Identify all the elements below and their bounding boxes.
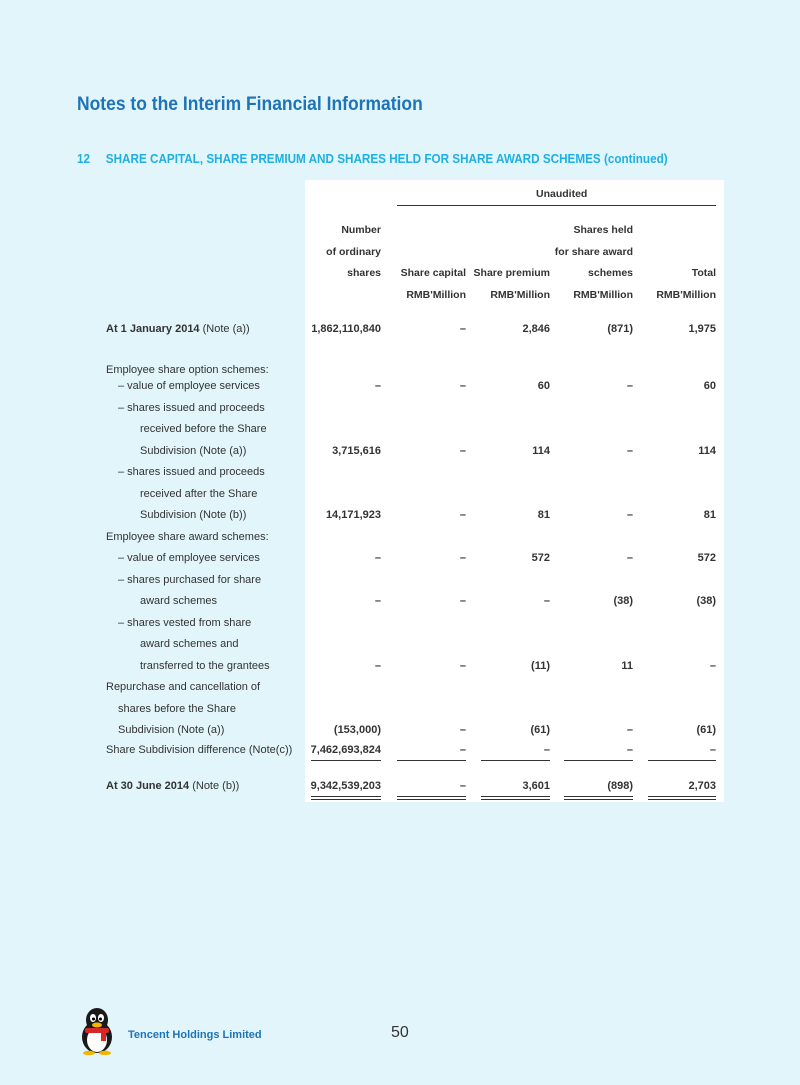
subtotal-rule <box>648 760 716 761</box>
row-label <box>118 551 260 565</box>
row-label <box>118 465 265 479</box>
row-label-text: – shares purchased for share <box>118 574 262 586</box>
row-label-text: transferred to the grantees <box>140 660 270 672</box>
col-header-shares-held: for share award <box>554 246 633 258</box>
col-header-number-of-shares: of ordinary <box>326 246 381 258</box>
table-cell: – <box>626 445 633 457</box>
table-cell: 1,862,110,840 <box>311 323 381 335</box>
row-label <box>118 379 260 393</box>
row-label-text: Share Subdivision difference (Note(c)) <box>106 744 293 756</box>
table-cell: (11) <box>531 660 550 672</box>
row-label <box>140 422 267 436</box>
table-cell: – <box>459 323 466 335</box>
table-cell: – <box>459 552 466 564</box>
table-cell: – <box>626 552 633 564</box>
row-label-text: – shares issued and proceeds <box>118 466 265 478</box>
table-cell: – <box>374 552 381 564</box>
row-label-text: Subdivision (Note (a)) <box>118 724 225 736</box>
table-cell: (38) <box>613 595 633 607</box>
row-label-text: Subdivision (Note (a)) <box>140 445 247 457</box>
table-cell: – <box>374 595 381 607</box>
table-cell: (898) <box>607 780 633 792</box>
subtotal-rule <box>311 760 381 761</box>
table-cell: – <box>626 744 633 756</box>
section-heading <box>77 151 668 166</box>
footer-company: Tencent Holdings Limited <box>128 1029 262 1041</box>
row-label <box>118 723 224 737</box>
row-label-text: Repurchase and cancellation of <box>106 681 261 693</box>
col-header-share-premium: Share premium <box>473 267 550 279</box>
table-cell: – <box>459 724 466 736</box>
row-label <box>140 637 238 651</box>
row-label <box>118 616 251 630</box>
col-header-unit: RMB'Million <box>656 289 716 301</box>
row-label <box>140 508 246 522</box>
row-label <box>140 659 270 673</box>
row-label <box>106 779 239 793</box>
table-cell: – <box>626 380 633 392</box>
table-cell: 7,462,693,824 <box>310 744 381 756</box>
table-cell: – <box>459 445 466 457</box>
row-label <box>140 594 217 608</box>
table-cell: – <box>543 595 550 607</box>
page-title: Notes to the Interim Financial Information <box>77 94 423 115</box>
table-cell: 60 <box>703 380 716 392</box>
table-cell: 81 <box>537 509 550 521</box>
row-label <box>140 444 246 458</box>
row-note: (Note (b)) <box>189 780 240 792</box>
section-number: 12 <box>77 151 91 166</box>
row-label <box>106 680 260 694</box>
table-cell: 3,601 <box>522 780 550 792</box>
row-label <box>118 702 236 716</box>
penguin-logo-icon <box>76 1007 118 1055</box>
table-cell: 2,846 <box>522 323 550 335</box>
table-cell: 1,975 <box>688 323 716 335</box>
table-cell: 9,342,539,203 <box>310 780 381 792</box>
row-label-text: received after the Share <box>140 488 258 500</box>
row-label-text: – shares issued and proceeds <box>118 402 265 414</box>
table-cell: 11 <box>621 660 633 672</box>
table-cell: (38) <box>696 595 716 607</box>
group-header-unaudited: Unaudited <box>536 188 588 200</box>
row-label <box>140 487 257 501</box>
table-cell: (153,000) <box>333 724 381 736</box>
table-cell: 3,715,616 <box>332 445 381 457</box>
row-label <box>106 743 292 757</box>
table-cell: – <box>626 509 633 521</box>
table-cell: – <box>459 380 466 392</box>
col-header-share-capital: Share capital <box>400 267 466 279</box>
page-number: 50 <box>391 1024 409 1041</box>
row-label <box>106 322 250 336</box>
group-header-rule <box>397 205 716 206</box>
table-cell: – <box>709 744 716 756</box>
total-double-rule <box>397 796 466 800</box>
col-header-unit: RMB'Million <box>573 289 633 301</box>
table-cell: – <box>374 660 381 672</box>
col-header-unit: RMB'Million <box>406 289 466 301</box>
subtotal-rule <box>397 760 466 761</box>
table-cell: (61) <box>696 724 716 736</box>
row-label-text: received before the Share <box>140 423 267 435</box>
total-double-rule <box>564 796 633 800</box>
table-cell: 114 <box>532 445 550 457</box>
total-double-rule <box>481 796 550 800</box>
table-cell: 81 <box>703 509 716 521</box>
row-label <box>106 530 269 544</box>
table-cell: – <box>459 780 466 792</box>
row-label-text: award schemes and <box>140 638 239 650</box>
subtotal-rule <box>564 760 633 761</box>
row-label-text: At 1 January 2014 <box>106 323 200 335</box>
table-cell: (61) <box>530 724 550 736</box>
row-label-text: At 30 June 2014 <box>106 780 190 792</box>
row-label-text: award schemes <box>140 595 218 607</box>
table-cell: – <box>709 660 716 672</box>
table-cell: – <box>459 595 466 607</box>
table-cell: 14,171,923 <box>325 509 381 521</box>
section-title: SHARE CAPITAL, SHARE PREMIUM AND SHARES HELD FOR SHARE AWARD SCHEMES (continued) <box>105 151 668 166</box>
row-label-text: Subdivision (Note (b)) <box>140 509 247 521</box>
row-note: (Note (a)) <box>199 323 250 335</box>
col-header-total: Total <box>691 267 716 279</box>
table-cell: – <box>374 380 381 392</box>
table-cell: – <box>543 744 550 756</box>
table-cell: – <box>459 509 466 521</box>
table-cell: 60 <box>537 380 550 392</box>
row-label-text: – value of employee services <box>118 552 260 564</box>
row-label-text: – shares vested from share <box>118 617 252 629</box>
row-label-text: – value of employee services <box>118 380 260 392</box>
table-cell: – <box>626 724 633 736</box>
row-label <box>106 363 269 377</box>
col-header-number-of-shares: shares <box>347 267 381 279</box>
table-cell: – <box>459 744 466 756</box>
table-cell: 114 <box>698 445 716 457</box>
subtotal-rule <box>481 760 550 761</box>
col-header-shares-held: schemes <box>588 267 633 279</box>
row-label <box>118 401 265 415</box>
total-double-rule <box>311 796 381 800</box>
table-cell: – <box>459 660 466 672</box>
table-cell: 572 <box>697 552 716 564</box>
table-cell: (871) <box>607 323 633 335</box>
row-label <box>118 573 261 587</box>
table-cell: 572 <box>531 552 550 564</box>
table-cell: 2,703 <box>688 780 716 792</box>
col-header-number-of-shares: Number <box>341 224 381 236</box>
total-double-rule <box>648 796 716 800</box>
row-label-text: shares before the Share <box>118 703 237 715</box>
row-label-text: Employee share award schemes: <box>106 531 269 543</box>
col-header-unit: RMB'Million <box>490 289 550 301</box>
col-header-shares-held: Shares held <box>573 224 633 236</box>
row-label-text: Employee share option schemes: <box>106 364 269 376</box>
